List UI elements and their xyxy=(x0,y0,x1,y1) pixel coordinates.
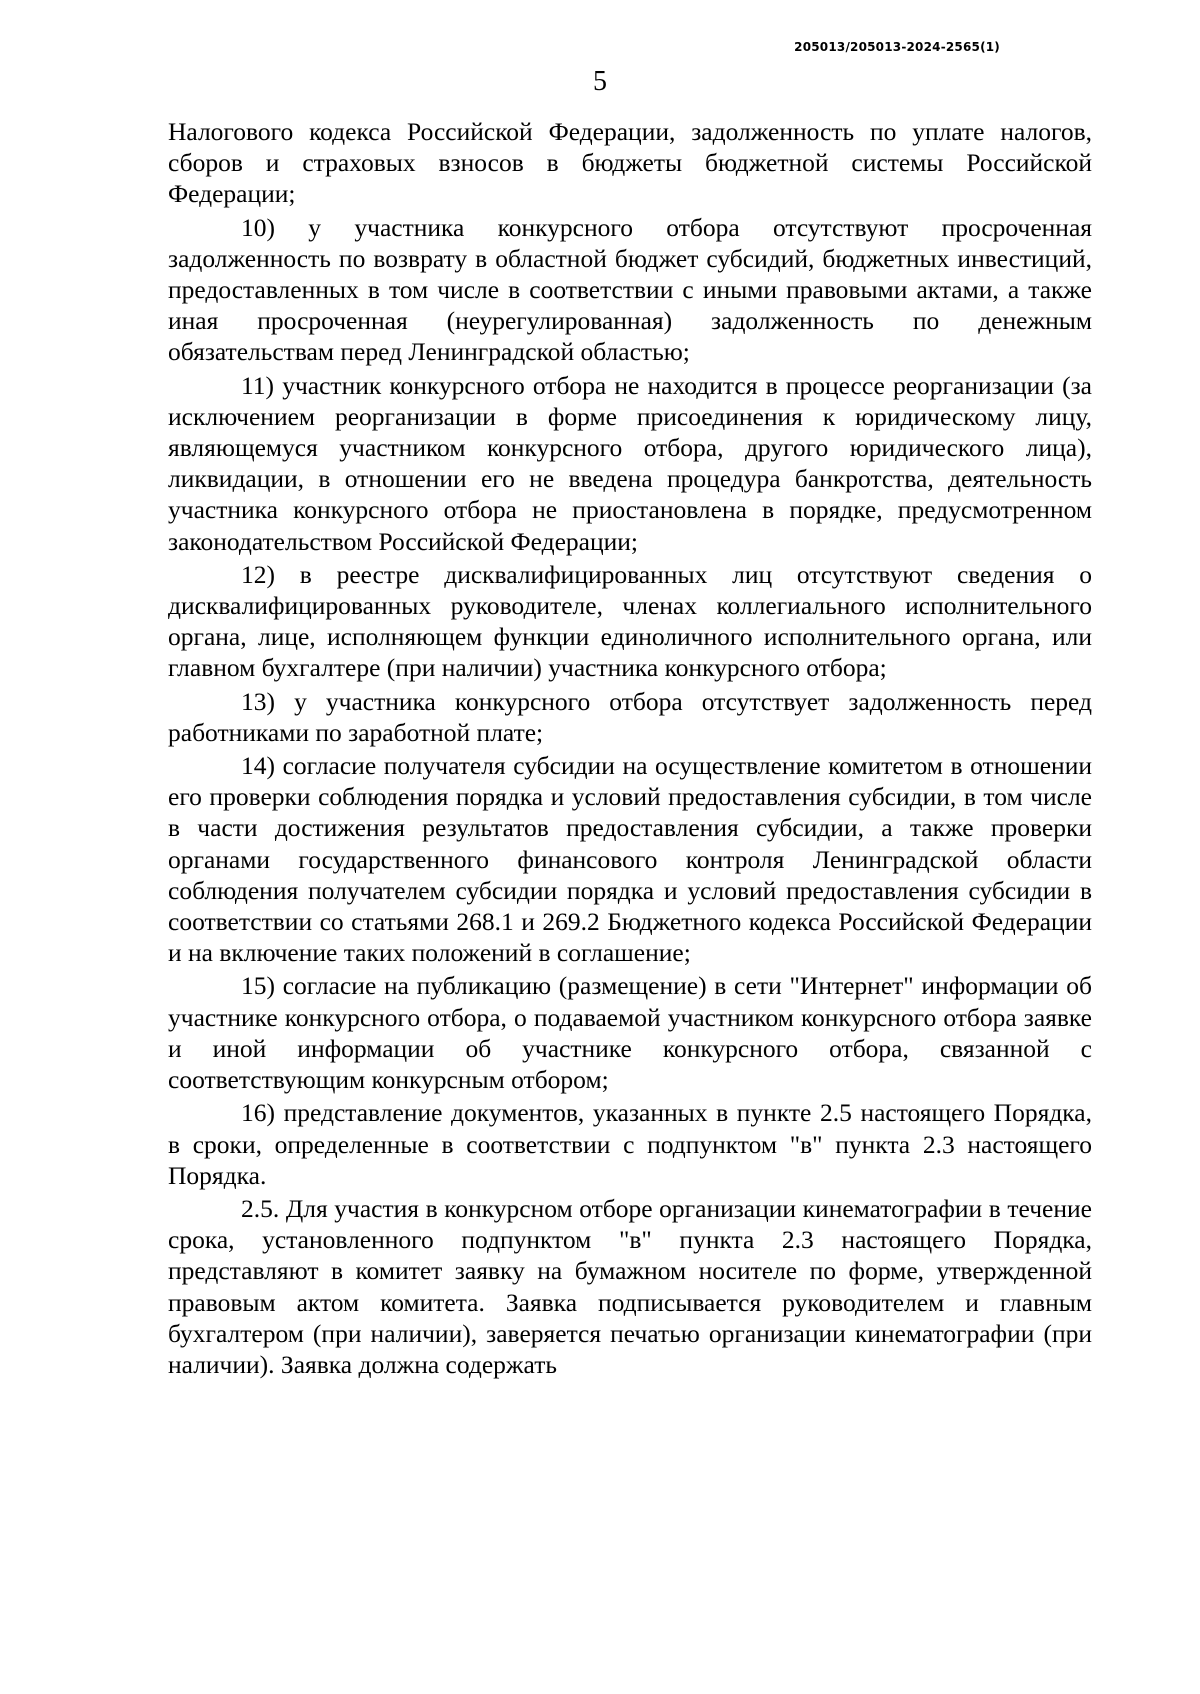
paragraph-item-11: 11) участник конкурсного отбора не находится в процессе реорганизации (за исключением реорганизации в форме присоединения к юридическому лицу, являющемуся участником конкурсного отбора, другого юридического лица), ликвидации, в отношении его не введена процедура банкротства, деятельность участника конкурсного отбора не приостановлена в порядке, предусмотренном законодательством Российской Федерации; xyxy=(168,370,1092,556)
paragraph-continuation: Налогового кодекса Российской Федерации, задолженность по уплате налогов, сборов и страховых взносов в бюджеты бюджетной системы Российской Федерации; xyxy=(168,117,1092,209)
paragraph-item-10: 10) у участника конкурсного отбора отсутствуют просроченная задолженность по возврату в областной бюджет субсидий, бюджетных инвестиций, предоставленных в том числе в соответствии с иными правовыми актами, а также иная просроченная (неурегулированная) задолженность по денежным обязательствам перед Ленинградской областью; xyxy=(168,212,1092,367)
paragraph-item-12: 12) в реестре дисквалифицированных лиц отсутствуют сведения о дисквалифицированных руководителе, членах коллегиального исполнительного органа, лице, исполняющем функции единоличного исполнительного органа, или главном бухгалтере (при наличии) участника конкурсного отбора; xyxy=(168,559,1092,683)
paragraph-item-15: 15) согласие на публикацию (размещение) в сети "Интернет" информации об участнике конкурсного отбора, о подаваемой участником конкурсного отбора заявке и иной информации об участнике конкурсного отбора, связанной с соответствующим конкурсным отбором; xyxy=(168,971,1092,1095)
document-id: 205013/205013-2024-2565(1) xyxy=(794,40,1000,54)
paragraph-item-13: 13) у участника конкурсного отбора отсутствует задолженность перед работниками по заработной плате; xyxy=(168,686,1092,747)
paragraph-item-16: 16) представление документов, указанных в пункте 2.5 настоящего Порядка, в сроки, определенные в соответствии с подпунктом "в" пункта 2.3 настоящего Порядка. xyxy=(168,1098,1092,1190)
paragraph-section-2-5: 2.5. Для участия в конкурсном отборе организации кинематографии в течение срока, установленного подпунктом "в" пункта 2.3 настоящего Порядка, представляют в комитет заявку на бумажном носителе по форме, утвержденной правовым актом комитета. Заявка подписывается руководителем и главным бухгалтером (при наличии), заверяется печатью организации кинематографии (при наличии). Заявка должна содержать xyxy=(168,1193,1092,1379)
document-body xyxy=(168,116,1092,1382)
paragraph-item-14: 14) согласие получателя субсидии на осуществление комитетом в отношении его проверки соблюдения порядка и условий предоставления субсидии, в том числе в части достижения результатов предоставления субсидии, а также проверки органами государственного финансового контроля Ленинградской области соблюдения получателем субсидии порядка и условий предоставления субсидии в соответствии со статьями 268.1 и 269.2 Бюджетного кодекса Российской Федерации и на включение таких положений в соглашение; xyxy=(168,751,1092,968)
page-number: 5 xyxy=(593,66,607,97)
